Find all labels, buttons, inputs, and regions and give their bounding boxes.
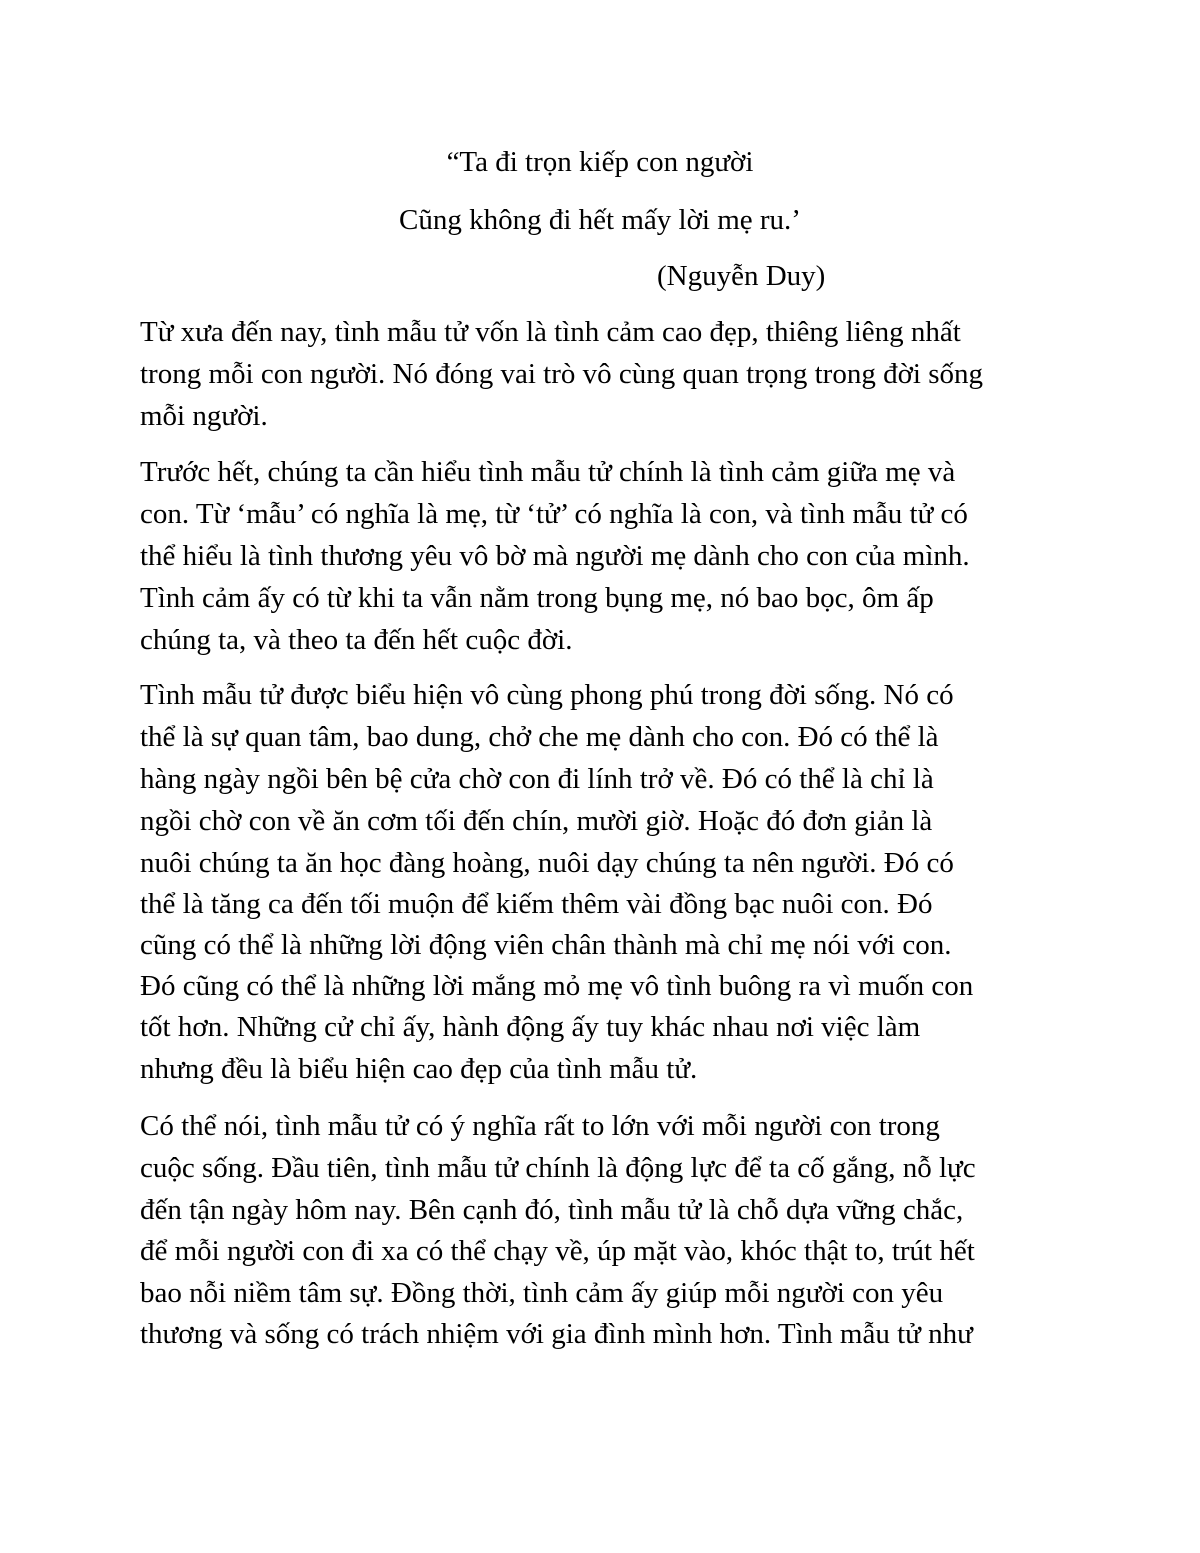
paragraph-3-line-10: nhưng đều là biểu hiện cao đẹp của tình mẫu tử. [140, 1053, 698, 1085]
paragraph-1-line-1: Từ xưa đến nay, tình mẫu tử vốn là tình cảm cao đẹp, thiêng liêng nhất [140, 316, 961, 348]
epigraph-line-1: “Ta đi trọn kiếp con người [446, 146, 754, 178]
paragraph-4-line-1: Có thể nói, tình mẫu tử có ý nghĩa rất to lớn với mỗi người con trong [140, 1110, 940, 1142]
paragraph-3-line-3: hàng ngày ngồi bên bệ cửa chờ con đi lính trở về. Đó có thể là chỉ là [140, 763, 934, 795]
epigraph-line-2: Cũng không đi hết mấy lời mẹ ru.’ [399, 204, 801, 236]
paragraph-4-line-5: bao nỗi niềm tâm sự. Đồng thời, tình cảm ấy giúp mỗi người con yêu [140, 1277, 944, 1309]
paragraph-3-line-5: nuôi chúng ta ăn học đàng hoàng, nuôi dạy chúng ta nên người. Đó có [140, 847, 954, 879]
paragraph-3-line-1: Tình mẫu tử được biểu hiện vô cùng phong phú trong đời sống. Nó có [140, 679, 954, 711]
paragraph-4-line-3: đến tận ngày hôm nay. Bên cạnh đó, tình mẫu tử là chỗ dựa vững chắc, [140, 1194, 964, 1226]
paragraph-3-line-8: Đó cũng có thể là những lời mắng mỏ mẹ vô tình buông ra vì muốn con [140, 970, 974, 1002]
paragraph-3-line-6: thể là tăng ca đến tối muộn để kiếm thêm vài đồng bạc nuôi con. Đó [140, 888, 933, 920]
paragraph-3-line-9: tốt hơn. Những cử chỉ ấy, hành động ấy tuy khác nhau nơi việc làm [140, 1011, 921, 1043]
paragraph-2-line-2: con. Từ ‘mẫu’ có nghĩa là mẹ, từ ‘tử’ có nghĩa là con, và tình mẫu tử có [140, 498, 968, 530]
paragraph-2-line-1: Trước hết, chúng ta cần hiểu tình mẫu tử chính là tình cảm giữa mẹ và [140, 456, 956, 488]
paragraph-2-line-4: Tình cảm ấy có từ khi ta vẫn nằm trong bụng mẹ, nó bao bọc, ôm ấp [140, 582, 934, 614]
paragraph-2-line-5: chúng ta, và theo ta đến hết cuộc đời. [140, 624, 573, 656]
paragraph-3-line-7: cũng có thể là những lời động viên chân thành mà chỉ mẹ nói với con. [140, 929, 952, 961]
paragraph-4-line-6: thương và sống có trách nhiệm với gia đình mình hơn. Tình mẫu tử như [140, 1318, 973, 1350]
paragraph-4-line-4: để mỗi người con đi xa có thể chạy về, úp mặt vào, khóc thật to, trút hết [140, 1235, 975, 1267]
paragraph-3-line-2: thể là sự quan tâm, bao dung, chở che mẹ dành cho con. Đó có thể là [140, 721, 939, 753]
paragraph-4-line-2: cuộc sống. Đầu tiên, tình mẫu tử chính là động lực để ta cố gắng, nỗ lực [140, 1152, 976, 1184]
paragraph-3-line-4: ngồi chờ con về ăn cơm tối đến chín, mười giờ. Hoặc đó đơn giản là [140, 805, 933, 837]
epigraph-author: (Nguyễn Duy) [657, 260, 826, 292]
paragraph-1-line-2: trong mỗi con người. Nó đóng vai trò vô cùng quan trọng trong đời sống [140, 358, 983, 390]
paragraph-1-line-3: mỗi người. [140, 400, 268, 432]
paragraph-2-line-3: thể hiểu là tình thương yêu vô bờ mà người mẹ dành cho con của mình. [140, 540, 970, 572]
